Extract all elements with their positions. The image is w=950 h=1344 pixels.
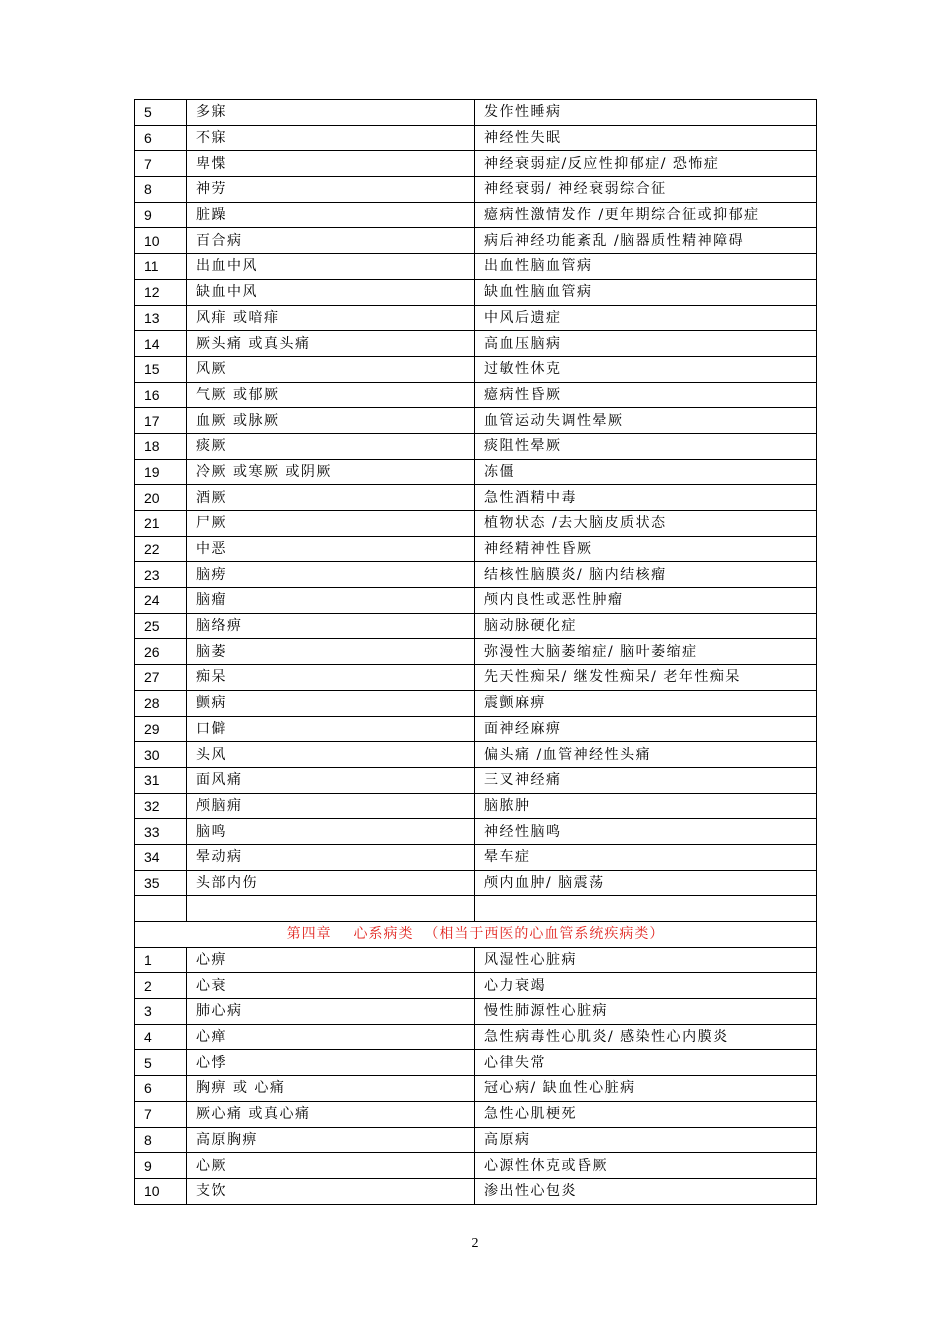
western-name-cell: 冻僵	[475, 459, 817, 485]
row-number-cell: 14	[135, 331, 187, 357]
row-number-cell: 5	[135, 100, 187, 126]
table-row	[135, 1153, 817, 1179]
row-number-cell: 12	[135, 279, 187, 305]
table-body-section-a	[135, 100, 817, 922]
chapter-heading	[135, 922, 817, 948]
western-name-cell: 血管运动失调性晕厥	[475, 408, 817, 434]
table-row	[135, 433, 817, 459]
row-number-cell: 29	[135, 716, 187, 742]
tcm-name-cell: 痴呆	[187, 665, 475, 691]
tcm-name-cell: 晕动病	[187, 844, 475, 870]
table-row	[135, 151, 817, 177]
table-row	[135, 665, 817, 691]
row-number-cell: 8	[135, 1127, 187, 1153]
western-name-cell: 心律失常	[475, 1050, 817, 1076]
table-row	[135, 819, 817, 845]
western-name-cell: 震颤麻痹	[475, 690, 817, 716]
table-row	[135, 639, 817, 665]
western-name-cell: 偏头痛 /血管神经性头痛	[475, 742, 817, 768]
table-row	[135, 125, 817, 151]
row-number-cell: 20	[135, 485, 187, 511]
row-number-cell: 32	[135, 793, 187, 819]
row-number-cell: 13	[135, 305, 187, 331]
row-number-cell: 28	[135, 690, 187, 716]
row-number-cell: 10	[135, 1178, 187, 1204]
western-name-cell: 发作性睡病	[475, 100, 817, 126]
western-name-cell: 病后神经功能紊乱 /脑器质性精神障碍	[475, 228, 817, 254]
table-row	[135, 305, 817, 331]
western-name-cell: 三叉神经痛	[475, 767, 817, 793]
western-name-cell: 痰阻性晕厥	[475, 433, 817, 459]
tcm-name-cell: 冷厥 或寒厥 或阴厥	[187, 459, 475, 485]
row-number-cell: 24	[135, 588, 187, 614]
row-number-cell: 23	[135, 562, 187, 588]
table-row	[135, 228, 817, 254]
tcm-name-cell	[187, 896, 475, 922]
row-number-cell: 31	[135, 767, 187, 793]
table-row	[135, 844, 817, 870]
row-number-cell: 6	[135, 125, 187, 151]
western-name-cell: 风湿性心脏病	[475, 947, 817, 973]
western-name-cell: 脑动脉硬化症	[475, 613, 817, 639]
row-number-cell: 16	[135, 382, 187, 408]
row-number-cell: 18	[135, 433, 187, 459]
western-name-cell: 先天性痴呆/ 继发性痴呆/ 老年性痴呆	[475, 665, 817, 691]
western-name-cell: 心力衰竭	[475, 973, 817, 999]
table-row	[135, 716, 817, 742]
tcm-name-cell: 心厥	[187, 1153, 475, 1179]
western-name-cell: 颅内血肿/ 脑震荡	[475, 870, 817, 896]
row-number-cell	[135, 896, 187, 922]
table-row	[135, 1050, 817, 1076]
western-name-cell: 冠心病/ 缺血性心脏病	[475, 1076, 817, 1102]
tcm-name-cell: 痰厥	[187, 433, 475, 459]
tcm-name-cell: 缺血中风	[187, 279, 475, 305]
table-row	[135, 742, 817, 768]
row-number-cell: 25	[135, 613, 187, 639]
table-row	[135, 279, 817, 305]
western-name-cell: 渗出性心包炎	[475, 1178, 817, 1204]
row-number-cell: 4	[135, 1024, 187, 1050]
table-row	[135, 511, 817, 537]
tcm-name-cell: 出血中风	[187, 254, 475, 280]
table-row	[135, 382, 817, 408]
western-name-cell: 癔病性昏厥	[475, 382, 817, 408]
tcm-name-cell: 脑痨	[187, 562, 475, 588]
tcm-name-cell: 神劳	[187, 177, 475, 203]
row-number-cell: 27	[135, 665, 187, 691]
tcm-name-cell: 心衰	[187, 973, 475, 999]
western-name-cell: 晕车症	[475, 844, 817, 870]
western-name-cell: 中风后遗症	[475, 305, 817, 331]
western-name-cell: 弥漫性大脑萎缩症/ 脑叶萎缩症	[475, 639, 817, 665]
tcm-name-cell: 支饮	[187, 1178, 475, 1204]
table-row	[135, 1024, 817, 1050]
western-name-cell: 急性心肌梗死	[475, 1101, 817, 1127]
row-number-cell: 15	[135, 356, 187, 382]
table-body-section-b	[135, 947, 817, 1204]
western-name-cell: 神经性失眠	[475, 125, 817, 151]
western-name-cell: 高原病	[475, 1127, 817, 1153]
table-row	[135, 1178, 817, 1204]
western-name-cell: 心源性休克或昏厥	[475, 1153, 817, 1179]
western-name-cell: 癔病性激情发作 /更年期综合征或抑郁症	[475, 202, 817, 228]
table-row	[135, 613, 817, 639]
row-number-cell: 34	[135, 844, 187, 870]
tcm-name-cell: 卑惵	[187, 151, 475, 177]
tcm-name-cell: 厥心痛 或真心痛	[187, 1101, 475, 1127]
tcm-name-cell: 酒厥	[187, 485, 475, 511]
chapter-section	[135, 922, 817, 948]
row-number-cell: 9	[135, 1153, 187, 1179]
row-number-cell: 2	[135, 973, 187, 999]
row-number-cell: 11	[135, 254, 187, 280]
table-row	[135, 331, 817, 357]
row-number-cell: 9	[135, 202, 187, 228]
row-number-cell: 21	[135, 511, 187, 537]
chapter-heading-text: 第四章 心系病类 （相当于西医的心血管系统疾病类）	[286, 926, 665, 943]
table-row	[135, 1127, 817, 1153]
table-row	[135, 690, 817, 716]
tcm-name-cell: 尸厥	[187, 511, 475, 537]
tcm-name-cell: 脑瘤	[187, 588, 475, 614]
western-name-cell	[475, 896, 817, 922]
table-row	[135, 999, 817, 1025]
table-row	[135, 793, 817, 819]
table-row	[135, 870, 817, 896]
row-number-cell: 30	[135, 742, 187, 768]
tcm-name-cell: 脑鸣	[187, 819, 475, 845]
tcm-name-cell: 百合病	[187, 228, 475, 254]
row-number-cell: 1	[135, 947, 187, 973]
row-number-cell: 7	[135, 151, 187, 177]
tcm-name-cell: 头部内伤	[187, 870, 475, 896]
row-number-cell: 33	[135, 819, 187, 845]
western-name-cell: 过敏性休克	[475, 356, 817, 382]
tcm-name-cell: 风痱 或喑痱	[187, 305, 475, 331]
western-name-cell: 高血压脑病	[475, 331, 817, 357]
tcm-name-cell: 脏躁	[187, 202, 475, 228]
row-number-cell: 6	[135, 1076, 187, 1102]
table-row	[135, 536, 817, 562]
table-row	[135, 767, 817, 793]
western-name-cell: 缺血性脑血管病	[475, 279, 817, 305]
tcm-name-cell: 颤病	[187, 690, 475, 716]
table-row	[135, 947, 817, 973]
tcm-name-cell: 气厥 或郁厥	[187, 382, 475, 408]
page-number: 2	[471, 1236, 479, 1251]
table-row	[135, 896, 817, 922]
table-row	[135, 588, 817, 614]
tcm-name-cell: 厥头痛 或真头痛	[187, 331, 475, 357]
tcm-name-cell: 中恶	[187, 536, 475, 562]
table-row	[135, 973, 817, 999]
table-row	[135, 485, 817, 511]
western-name-cell: 神经精神性昏厥	[475, 536, 817, 562]
tcm-name-cell: 风厥	[187, 356, 475, 382]
tcm-name-cell: 口僻	[187, 716, 475, 742]
western-name-cell: 植物状态 /去大脑皮质状态	[475, 511, 817, 537]
table-row	[135, 459, 817, 485]
tcm-name-cell: 头风	[187, 742, 475, 768]
row-number-cell: 8	[135, 177, 187, 203]
tcm-name-cell: 心瘅	[187, 1024, 475, 1050]
western-name-cell: 颅内良性或恶性肿瘤	[475, 588, 817, 614]
table-row	[135, 1101, 817, 1127]
tcm-name-cell: 肺心病	[187, 999, 475, 1025]
tcm-name-cell: 心悸	[187, 1050, 475, 1076]
table-row	[135, 254, 817, 280]
western-name-cell: 神经衰弱/ 神经衰弱综合征	[475, 177, 817, 203]
tcm-name-cell: 血厥 或脉厥	[187, 408, 475, 434]
table-row	[135, 100, 817, 126]
table-row	[135, 356, 817, 382]
western-name-cell: 急性病毒性心肌炎/ 感染性心内膜炎	[475, 1024, 817, 1050]
western-name-cell: 神经衰弱症/反应性抑郁症/ 恐怖症	[475, 151, 817, 177]
disease-table	[134, 99, 817, 1205]
table-row	[135, 408, 817, 434]
tcm-name-cell: 多寐	[187, 100, 475, 126]
western-name-cell: 面神经麻痹	[475, 716, 817, 742]
table-row	[135, 202, 817, 228]
tcm-name-cell: 胸痹 或 心痛	[187, 1076, 475, 1102]
row-number-cell: 10	[135, 228, 187, 254]
western-name-cell: 脑脓肿	[475, 793, 817, 819]
western-name-cell: 神经性脑鸣	[475, 819, 817, 845]
table-row	[135, 562, 817, 588]
western-name-cell: 结核性脑膜炎/ 脑内结核瘤	[475, 562, 817, 588]
tcm-name-cell: 不寐	[187, 125, 475, 151]
table-row	[135, 1076, 817, 1102]
western-name-cell: 急性酒精中毒	[475, 485, 817, 511]
western-name-cell: 出血性脑血管病	[475, 254, 817, 280]
row-number-cell: 7	[135, 1101, 187, 1127]
tcm-name-cell: 面风痛	[187, 767, 475, 793]
western-name-cell: 慢性肺源性心脏病	[475, 999, 817, 1025]
row-number-cell: 35	[135, 870, 187, 896]
table-row	[135, 177, 817, 203]
row-number-cell: 26	[135, 639, 187, 665]
tcm-name-cell: 高原胸痹	[187, 1127, 475, 1153]
tcm-name-cell: 脑络痹	[187, 613, 475, 639]
row-number-cell: 17	[135, 408, 187, 434]
row-number-cell: 19	[135, 459, 187, 485]
row-number-cell: 3	[135, 999, 187, 1025]
tcm-name-cell: 心痹	[187, 947, 475, 973]
chapter-heading-row	[135, 922, 817, 948]
tcm-name-cell: 脑萎	[187, 639, 475, 665]
tcm-name-cell: 颅脑痈	[187, 793, 475, 819]
row-number-cell: 22	[135, 536, 187, 562]
row-number-cell: 5	[135, 1050, 187, 1076]
